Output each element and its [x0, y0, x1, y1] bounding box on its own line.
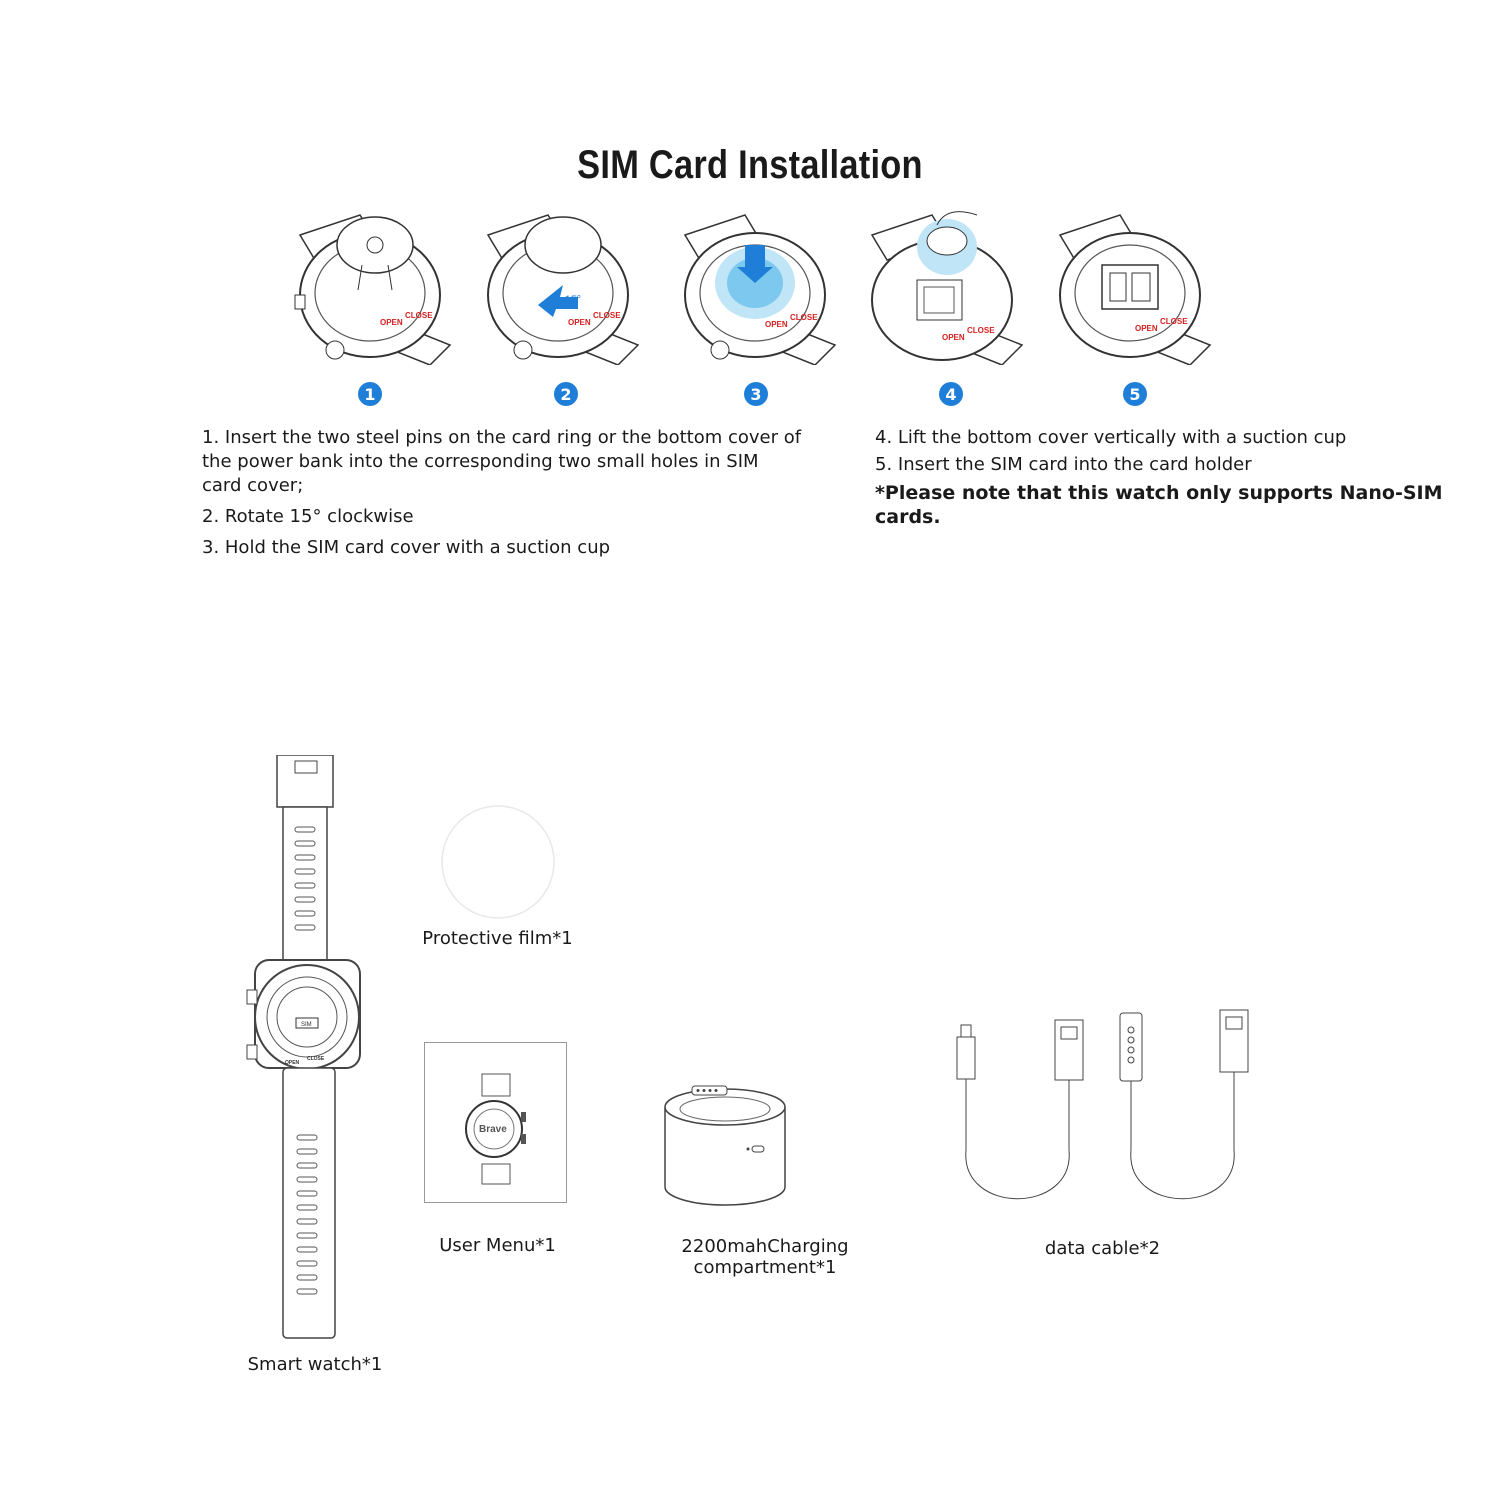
- watch-suction-cup-icon: [665, 205, 845, 365]
- svg-text:CLOSE: CLOSE: [593, 311, 621, 320]
- step-number-badge: 3: [744, 382, 768, 406]
- step-3: [665, 205, 845, 410]
- step-1: [280, 205, 460, 410]
- charging-compartment-item: [660, 1072, 790, 1212]
- svg-text:CLOSE: CLOSE: [790, 313, 818, 322]
- step-2: [468, 205, 648, 410]
- svg-text:CLOSE: CLOSE: [967, 326, 995, 335]
- instruction-2: 2. Rotate 15° clockwise: [202, 506, 414, 527]
- svg-text:OPEN: OPEN: [380, 318, 403, 327]
- instruction-3: 3. Hold the SIM card cover with a suction cup: [202, 537, 611, 558]
- user-menu-caption: User Menu*1: [439, 1235, 556, 1256]
- instructions-left: [202, 426, 802, 567]
- instruction-1: 1. Insert the two steel pins on the card ring or the bottom cover of the power bank into the corresponding two small holes in SIM card cover;: [202, 427, 802, 496]
- step-number-badge: 4: [939, 382, 963, 406]
- instruction-5: 5. Insert the SIM card into the card holder: [875, 454, 1252, 475]
- protective-film-caption: Protective film*1: [422, 928, 573, 949]
- smart-watch-caption: Smart watch*1: [247, 1354, 383, 1375]
- svg-text:Brave: Brave: [479, 1124, 507, 1135]
- watch-back-pins-icon: [280, 205, 460, 365]
- protective-film-icon: [440, 804, 556, 920]
- step-4: [852, 205, 1032, 410]
- step-5: [1040, 205, 1220, 410]
- charging-compartment-icon: [660, 1072, 790, 1212]
- watch-lift-cover-icon: [852, 205, 1032, 365]
- smart-watch-item: [240, 755, 380, 1345]
- svg-text:OPEN: OPEN: [568, 318, 591, 327]
- svg-text:OPEN: OPEN: [942, 333, 965, 342]
- data-cable-icon: [940, 1005, 1260, 1235]
- user-menu-item: [424, 1042, 568, 1204]
- step-number-badge: 1: [358, 382, 382, 406]
- svg-text:OPEN: OPEN: [285, 1060, 300, 1066]
- svg-text:OPEN: OPEN: [1135, 324, 1158, 333]
- data-cable-item: [940, 1005, 1260, 1235]
- page-title: SIM Card Installation: [577, 143, 923, 187]
- step-number-badge: 5: [1123, 382, 1147, 406]
- instruction-4: 4. Lift the bottom cover vertically with a suction cup: [875, 427, 1347, 448]
- instructions-right: [875, 426, 1455, 536]
- svg-text:OPEN: OPEN: [765, 320, 788, 329]
- nano-sim-note: *Please note that this watch only supports Nano-SIM cards.: [875, 482, 1443, 528]
- protective-film-item: [440, 804, 556, 920]
- svg-text:CLOSE: CLOSE: [405, 311, 433, 320]
- svg-text:15°: 15°: [564, 294, 581, 306]
- svg-text:CLOSE: CLOSE: [1160, 317, 1188, 326]
- watch-rotate-15-icon: [468, 205, 648, 365]
- user-menu-icon: [424, 1042, 568, 1204]
- data-cable-caption: data cable*2: [1044, 1238, 1161, 1259]
- svg-text:CLOSE: CLOSE: [307, 1056, 325, 1062]
- charging-compartment-caption: 2200mahCharging compartment*1: [681, 1236, 849, 1278]
- step-number-badge: 2: [554, 382, 578, 406]
- watch-sim-holder-icon: [1040, 205, 1220, 365]
- svg-text:SIM: SIM: [301, 1022, 312, 1028]
- smart-watch-icon: [240, 755, 380, 1345]
